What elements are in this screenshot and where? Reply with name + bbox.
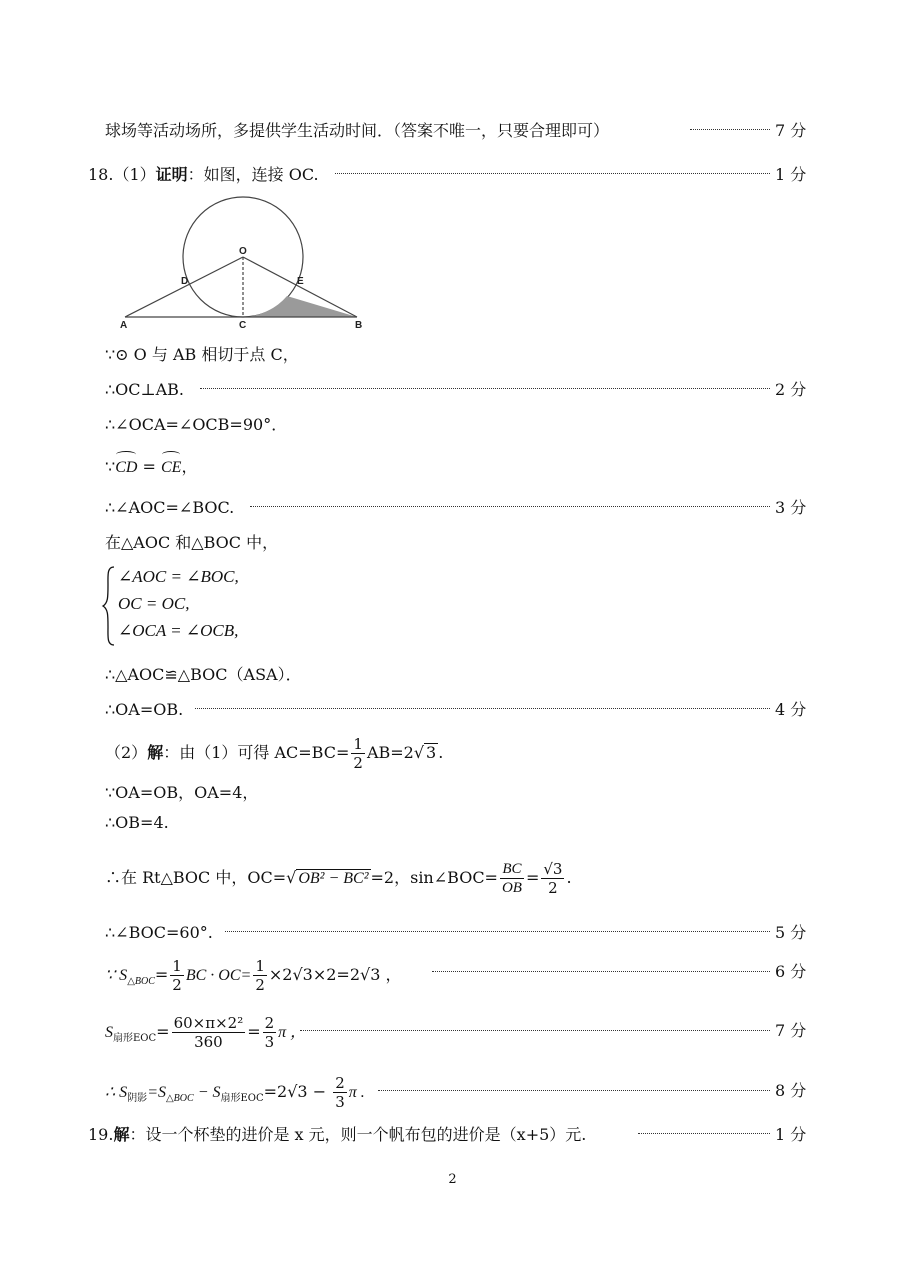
shaded-region [243,296,357,317]
label-a: A [120,320,128,331]
fraction-sector: $\frac{\text{60×π×2²}}{360}$ [173,1014,244,1051]
proof-line: ∵⊙ O 与 AB 相切于点 C， [105,345,299,364]
label-b: B [355,320,363,331]
leader-dots [378,1090,770,1091]
answer-line-q17-end: 球场等活动场所，多提供学生活动时间．（答案不唯一，只要合理即可） 7 分 [0,116,905,146]
leader-dots [432,971,770,972]
label-e: E [297,276,304,287]
leader-dots [250,506,770,507]
leader-dots [200,388,770,389]
solution-line-area-shaded: ∴ $S_{阴影}=S_{\triangle BOC} - S_{扇形EOC}=2√3$ − $\frac{2}{3}$ π . 8 分 [105,1074,807,1111]
solution-line-sin: ∴在 Rt△BOC 中，OC=√ OB² − BC² =2，sin∠BOC= $\frac{BC}{OB}$ = $\frac{√3}{2}$ . [105,860,572,897]
proof-line: 在△AOC 和△BOC 中， [105,533,279,552]
solution-line: ∵OA=OB，OA=4， [105,783,259,802]
leader-dots [690,129,770,130]
score-label: 1 分 [775,1125,807,1144]
fraction-bc-ob: $\frac{BC}{OB}$ [501,861,522,896]
label-c: C [239,320,247,331]
solution-line: ∴∠BOC=60°. 5 分 [0,918,905,948]
page-number: 2 [448,1172,457,1187]
score-label: 2 分 [775,380,807,399]
proof-line: ∴OC⊥AB. 2 分 [0,375,905,405]
score-label: 3 分 [775,498,807,517]
score-label: 1 分 [775,165,807,184]
arc-ce: CE [161,453,181,483]
score-label: 6 分 [775,962,807,981]
system-eq-2: OC = OC, [118,594,190,613]
fraction-root3-2: $\frac{√3}{2}$ [543,860,563,897]
solution-line-q18-2: （2）解：由（1）可得 AC=BC= $\frac{1}{2}$ AB=2√ 3 . [105,735,444,772]
fraction-half: $\frac{1}{2}$ [255,957,265,994]
system-eq-3: ∠OCA = ∠OCB, [118,621,239,640]
leader-dots [225,931,770,932]
geometry-figure [115,196,375,331]
score-label: 7 分 [775,121,807,140]
answer-line-q18-1: 18.（1）证明：如图，连接 OC. 1 分 [0,160,905,190]
score-label: 8 分 [775,1081,807,1100]
leader-dots [335,173,770,174]
proof-line: ∴△AOC≌△BOC（ASA）． [105,665,302,684]
system-brace [100,565,118,647]
leader-dots [638,1133,770,1134]
proof-line: ∴∠OCA=∠OCB=90°． [105,415,288,434]
solution-line-area-triangle: ∵ $S_{\triangle BOC}=$ $\frac{1}{2}$ BC · OC= $\frac{1}{2}$ ×2√3×2=2√3 ， 6 分 [105,957,807,994]
leader-dots [195,708,770,709]
score-label: 4 分 [775,700,807,719]
proof-line: ∴∠AOC=∠BOC. 3 分 [0,493,905,523]
arc-cd: CD [115,453,137,483]
solution-line-area-sector: $S_{扇形EOC}=$ $\frac{\text{60×π×2²}}{360}$ = $\frac{2}{3}$ π ， 7 分 [105,1014,807,1051]
proof-line: ∴OA=OB. 4 分 [0,695,905,725]
label-d: D [181,276,189,287]
proof-line-arcs: ∵CD = CE， [0,452,905,482]
solution-line: ∴OB=4. [105,813,169,832]
fraction-two-thirds: $\frac{2}{3}$ [264,1014,275,1051]
fraction-two-thirds: $\frac{2}{3}$ [335,1074,345,1111]
score-label: 7 分 [775,1021,807,1040]
system-eq-1: ∠AOC = ∠BOC, [118,567,239,586]
score-label: 5 分 [775,923,807,942]
fraction-half: $\frac{1}{2}$ [353,735,363,772]
answer-line-q19: 19.解：设一个杯垫的进价是 x 元，则一个帆布包的进价是（x+5）元. 1 分 [0,1120,905,1150]
label-o: O [239,246,247,257]
leader-dots [300,1030,770,1031]
fraction-half: $\frac{1}{2}$ [172,957,182,994]
